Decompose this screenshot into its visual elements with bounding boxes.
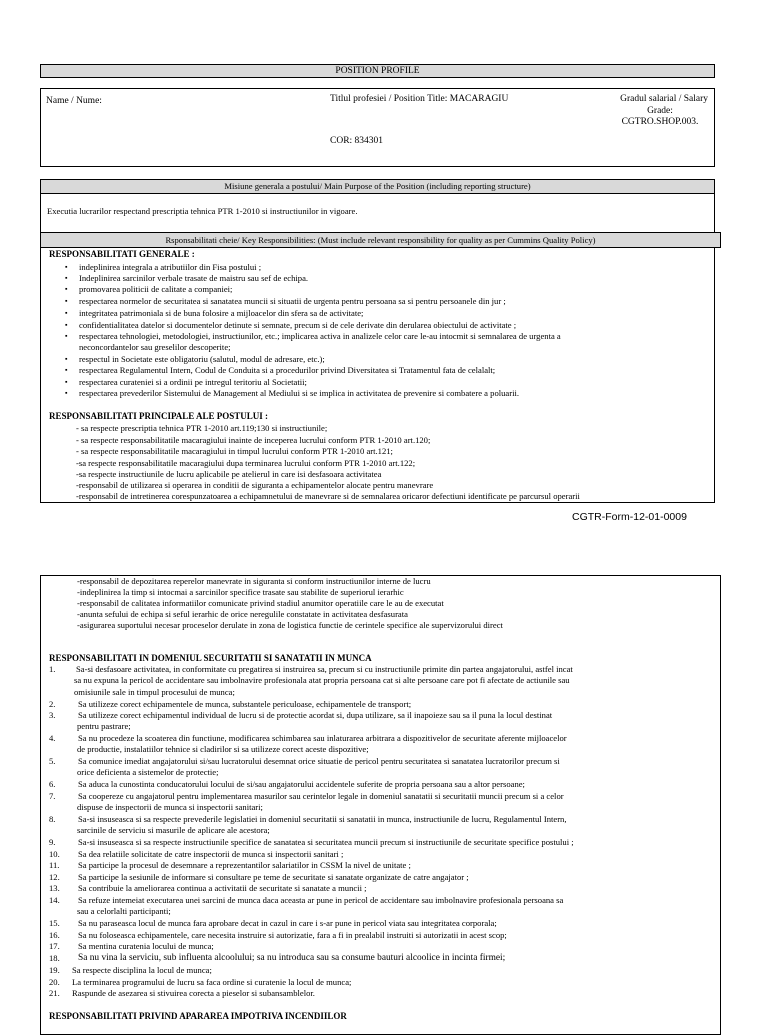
list-item: ▪ respectarea prevederilor Sistemului de Management al Mediului si se implica in activitatea de prevenire si combatere a poluarii. (65, 388, 520, 398)
list-item: 9. Sa-si insuseasca si sa respecte instructiunile specifice de sanatatea si securitatea muncii precum si instructiunile de securitate specifice postului ; (49, 837, 574, 847)
list-item: 8. Sa-si insuseasca si sa respecte prevederile legislatiei in domeniul securitatii si sanatatii in munca, instructiunile de lucru, Regulamentul Intern, (49, 814, 567, 824)
form-code: CGTR-Form-12-01-0009 (572, 511, 687, 523)
list-item: 4. Sa nu procedeze la scoaterea din functiune, modificarea schimbarea sau inlaturarea arbitrara a dispozitivelor de securitate aferente mijloacelor (49, 733, 567, 743)
list-item: -responsabil de intretinerea corespunzatoarea a echipamnetului de manevrare si de semnalarea oricaror defectiuni identificate pe parcursul operarii (76, 491, 580, 501)
bullet-icon: ▪ (65, 355, 68, 363)
list-item-continuation: neconcordantelor sau greselilor descoperite; (79, 342, 231, 352)
list-item: - sa respecte responsabilitatile macaragiului in timpul lucrului conform PTR 1-2010 art.121; (76, 446, 393, 456)
list-item: ▪ confidentialitatea datelor si documentelor detinute si semnate, precum si de cele derivate din derularea obiectului de activitate ; (65, 320, 517, 330)
mission-box (40, 193, 715, 233)
bullet-icon: ▪ (65, 309, 68, 317)
list-item-continuation: pentru pastrare; (77, 721, 131, 731)
list-item: 16. Sa nu foloseasca echipamentele, care necesita instruire si autorizatie, fara a fi in prealabil instruiti si autorizatii in acest scop; (49, 930, 507, 940)
list-item: 21. Raspunde de asezarea si stivuirea corecta a pieselor si subansamblelor. (49, 988, 315, 998)
responsibilities-heading: Rsponsabilitati cheie/ Key Responsibilities: (Must include relevant responsibility for quality as per Cummins Quality Policy) (165, 235, 596, 245)
list-item: 5. Sa comunice imediat angajatorului si/sau lucratorului desemnat orice situatie de pericol pentru securitatea si sanatatea lucratorilor precum si (49, 756, 560, 766)
identity-box (40, 88, 715, 167)
list-item: 7. Sa coopereze cu angajatorul pentru implementarea masurilor sau cerintelor legale in domeniul sanatatii si securitatii muncii precum si a celor (49, 791, 564, 801)
list-item: ▪ respectarea Regulamentul Intern, Codul de Conduita si a procedurilor privind Diversitatea si Tratamentul fata de celalalt; (65, 365, 496, 375)
general-responsibilities-title: RESPONSABILITATI GENERALE : (49, 249, 195, 259)
bullet-icon: ▪ (65, 297, 68, 305)
list-item: 18. Sa nu vina la serviciu, sub influenta alcoolului; sa nu introduca sau sa consume bauturi alcoolice in incinta firmei; (49, 953, 506, 963)
position-title: Titlul profesiei / Position Title: MACARAGIU (330, 94, 509, 104)
list-item: 1. Sa-si desfasoare activitatea, in conformitate cu pregatirea si instruirea sa, precum si cu instructiunile primite din partea angajatorului, astfel incat (49, 664, 573, 674)
list-item: 14. Sa refuze intemeiat executarea unei sarcini de munca daca aceasta ar pune in pericol de accidentare sau imbolnavire profesionala persoana sa (49, 895, 564, 905)
fire-safety-title: RESPONSABILITATI PRIVIND APARAREA IMPOTRIVA INCENDIILOR (49, 1011, 347, 1021)
bullet-icon: ▪ (65, 389, 68, 397)
list-item: 19. Sa respecte disciplina la locul de munca; (49, 965, 212, 975)
list-item-continuation: sarcinile de serviciu si masurile de aplicare ale acestora; (77, 825, 270, 835)
list-item: ▪ Indeplinirea sarcinilor verbale trasate de maistru sau sef de echipa. (65, 273, 309, 283)
mission-heading: Misiune generala a postului/ Main Purpose of the Position (including reporting structure) (224, 181, 531, 191)
name-label: Name / Nume: (46, 96, 102, 106)
list-item: 6. Sa aduca la cunostinta conducatorului locului de si/sau angajatorului accidentele suferite de propria persoana sau a altor persoane; (49, 779, 525, 789)
list-item: ▪ integritatea patrimoniala si de buna folosire a mijloacelor din sfera sa de activitate; (65, 308, 364, 318)
bullet-icon: ▪ (65, 378, 68, 386)
list-item: ▪ respectarea normelor de securitatea si sanatatea muncii si situatii de urgenta pentru persoana sa si pentru persoanele din jur ; (65, 296, 506, 306)
bullet-icon: ▪ (65, 285, 68, 293)
list-item: -sa respecte responsabilitatile macaragiului dupa terminarea lucrului conform PTR 1-2010 art.122; (76, 458, 416, 468)
list-item: -responsabil de calitatea informatiilor comunicate privind stadiul anumitor operatiile care le au de executat (77, 598, 444, 608)
list-item: ▪ respectul in Societate este obligatoriu (salutul, modul de adresare, etc.); (65, 354, 325, 364)
responsibilities-heading-bar (40, 232, 721, 248)
bullet-icon: ▪ (65, 366, 68, 374)
main-responsibilities-title: RESPONSABILITATI PRINCIPALE ALE POSTULUI : (49, 411, 269, 421)
list-item: 10. Sa dea relatiile solicitate de catre inspectorii de munca si inspectorii sanitari ; (49, 849, 344, 859)
list-item: 17. Sa mentina curatenia locului de munca; (49, 941, 214, 951)
list-item: -responsabil de utilizarea si operarea in conditii de siguranta a echipamentelor alocate pentru manevrare (76, 480, 434, 490)
list-item: -responsabil de depozitarea reperelor manevrate in siguranta si conform instructiunilor interne de lucru (77, 576, 431, 586)
page-title: POSITION PROFILE (335, 66, 420, 76)
list-item: - sa respecte responsabilitatile macaragiului inainte de inceperea lucrului conform PTR 1-2010 art.120; (76, 435, 431, 445)
bullet-icon: ▪ (65, 274, 68, 282)
list-item: 13. Sa contribuie la ameliorarea continua a activitatii de securitate si sanatate a muncii ; (49, 883, 367, 893)
list-item: 12. Sa participe la sesiunile de informare si consultare pe teme de securitate si sanatate organizate de catre angajator ; (49, 872, 469, 882)
list-item: 15. Sa nu paraseasca locul de munca fara aprobare decat in cazul in care i s-ar pune in pericol viata sau integritatea corporala; (49, 918, 497, 928)
list-item: 2. Sa utilizeze corect echipamentele de munca, substantele periculoase, echipamentele de transport; (49, 699, 412, 709)
ssm-title: RESPONSABILITATI IN DOMENIUL SECURITATII SI SANATATII IN MUNCA (49, 653, 372, 663)
list-item: ▪ indeplinirea integrala a atributiilor din Fisa postului ; (65, 262, 262, 272)
bullet-icon: ▪ (65, 321, 68, 329)
list-item: 20. La terminarea programului de lucru sa faca ordine si curatenie la locul de munca; (49, 977, 352, 987)
list-item: -indeplinirea la timp si intocmai a sarcinilor specifice trasate sau stabilite de superiorul ierarhic (77, 587, 404, 597)
list-item: ▪ respectarea curateniei si a ordinii pe intregul teritoriu al Societatii; (65, 377, 307, 387)
list-item-continuation: orice deficienta a sistemelor de protectie; (77, 767, 219, 777)
bullet-icon: ▪ (65, 332, 68, 340)
list-item: -sa respecte instructiunile de lucru aplicabile pe atelierul in care isi desfasoara activitatea (76, 469, 382, 479)
list-item-continuation: de productie, instalatiilor tehnice si cladirilor si sa utilizeze corect aceste dispozitive; (77, 744, 369, 754)
mission-text: Executia lucrarilor respectand prescriptia tehnica PTR 1-2010 si instructiunilor in vigoare. (47, 206, 358, 216)
list-item: -asigurarea suportului necesar proceselor derulate in zona de logistica functie de cerintele specifice ale supervizorului direct (77, 620, 503, 630)
list-item: 3. Sa utilizeze corect echipamentul individual de lucru si de protectie acordat si, dupa utilizare, sa il inapoieze sau sa il puna la locul destinat (49, 710, 553, 720)
list-item-continuation: omisiunile sale in timpul procesului de munca; (74, 687, 235, 697)
list-item-continuation: sa nu expuna la pericol de accidentare sau imbolnavire profesionala atat propria persoana cat si alte persoane care pot fi afectate de actiunile sau (74, 675, 570, 685)
list-item: - sa respecte prescriptia tehnica PTR 1-2010 art.119;130 si instructiunile; (76, 423, 328, 433)
list-item: ▪ promovarea politicii de calitate a companiei; (65, 284, 233, 294)
salary-grade: Gradul salarial / Salary Grade: CGTRO.SHOP.003. (620, 94, 708, 127)
position-profile-title-bar (40, 64, 715, 78)
mission-heading-bar (40, 179, 715, 194)
list-item-continuation: dispuse de inspectorii de munca si inspectorii sanitari; (77, 802, 263, 812)
list-item: ▪ respectarea tehnologiei, metodologiei, instructiunilor, etc.; implicarea activa in analizele celor care le-au intocmit si semnalarea de urgenta a (65, 331, 561, 341)
cor-code: COR: 834301 (330, 136, 384, 146)
list-item: -anunta sefului de echipa si seful ierarhic de orice neregulile constatate in activitatea desfasurata (77, 609, 408, 619)
bullet-icon: ▪ (65, 263, 68, 271)
list-item-continuation: sau a celorlalti participanti; (77, 906, 171, 916)
list-item: 11. Sa participe la procesul de desemnare a reprezentantilor salariatilor in CSSM la nivel de unitate ; (49, 860, 411, 870)
